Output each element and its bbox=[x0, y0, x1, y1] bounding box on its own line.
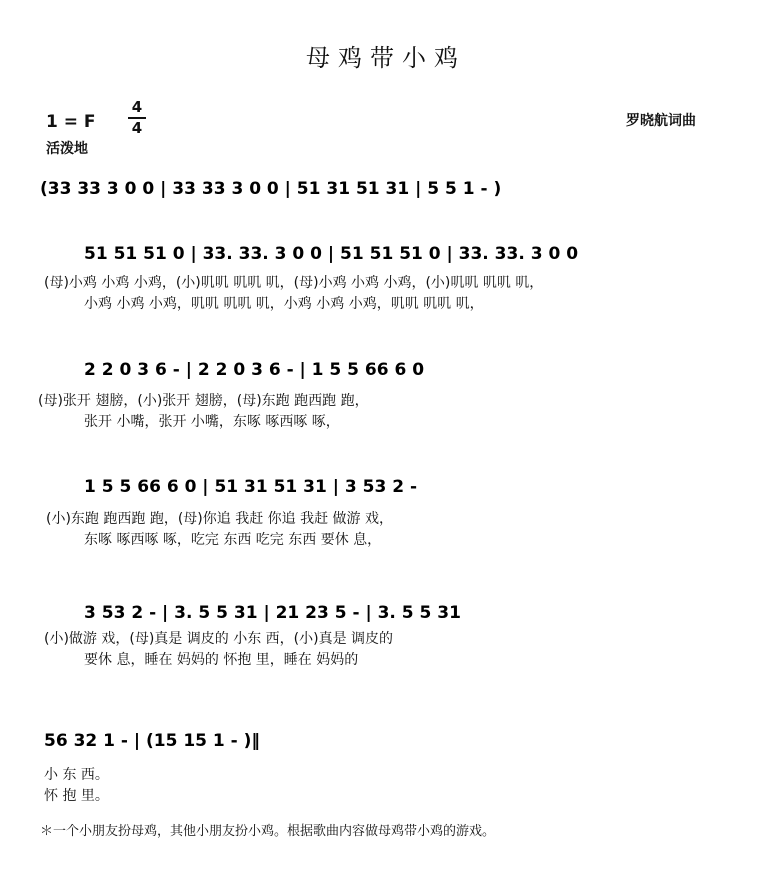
score-system-2 bbox=[0, 237, 772, 271]
lyrics-verse1-line6: 小 东 西。 bbox=[44, 767, 109, 783]
notation-text-6: 56 32 1 - | (15 15 1 - )‖ bbox=[44, 731, 260, 751]
composer-credit: 罗晓航词曲 bbox=[626, 113, 696, 129]
lyrics-verse2-line3: 张开 小嘴，张开 小嘴，东啄 啄西啄 啄， bbox=[84, 414, 340, 430]
lyrics-verse2-line4: 东啄 啄西啄 啄，吃完 东西 吃完 东西 要休 息， bbox=[84, 532, 382, 548]
notation-text-5: 3 53 2 - | 3. 5 5 31 | 21 23 5 - | 3. 5 5 31 bbox=[84, 603, 461, 623]
lyrics-verse1-line5: (小)做游 戏，(母)真是 调皮的 小东 西，(小)真是 调皮的 bbox=[44, 631, 394, 647]
notation-staff-3 bbox=[0, 353, 772, 393]
lyrics-verse2-line6: 怀 抱 里。 bbox=[44, 788, 109, 804]
notation-staff-4 bbox=[0, 470, 772, 510]
time-signature-top: 4 bbox=[131, 98, 143, 116]
key-signature: 1 = F bbox=[46, 112, 96, 132]
notation-staff-1 bbox=[0, 172, 772, 212]
lyrics-verse1-line4: (小)东跑 跑西跑 跑，(母)你追 我赶 你追 我赶 做游 戏， bbox=[46, 511, 393, 527]
score-system-1 bbox=[0, 172, 772, 206]
tempo-marking: 活泼地 bbox=[46, 141, 88, 157]
notation-staff-2 bbox=[0, 237, 772, 277]
notation-staff-6 bbox=[0, 724, 772, 764]
lyrics-verse1-line3: (母)张开 翅膀，(小)张开 翅膀，(母)东跑 跑西跑 跑， bbox=[38, 393, 369, 409]
score-system-3 bbox=[0, 353, 772, 387]
lyrics-verse1-line2: (母)小鸡 小鸡 小鸡，(小)叽叽 叽叽 叽，(母)小鸡 小鸡 小鸡，(小)叽叽 叽叽 叽， bbox=[44, 275, 544, 291]
time-signature-bottom: 4 bbox=[131, 119, 143, 137]
notation-text-4: 1 5 5 66 6 0 | 51 31 51 31 | 3 53 2 - bbox=[84, 477, 417, 497]
notation-text-3: 2 2 0 3 6 - | 2 2 0 3 6 - | 1 5 5 66 6 0 bbox=[84, 360, 425, 380]
lyrics-verse2-line5: 要休 息，睡在 妈妈的 怀抱 里，睡在 妈妈的 bbox=[84, 652, 359, 668]
time-signature bbox=[128, 99, 146, 137]
song-title: 母鸡带小鸡 bbox=[306, 44, 466, 72]
notation-text-2: 51 51 51 0 | 33. 33. 3 0 0 | 51 51 51 0 | 33. 33. 3 0 0 bbox=[84, 244, 579, 264]
score-system-6 bbox=[0, 724, 772, 758]
score-system-5 bbox=[0, 596, 772, 630]
footnote: ＊一个小朋友扮母鸡，其他小朋友扮小鸡。根据歌曲内容做母鸡带小鸡的游戏。 bbox=[40, 824, 496, 839]
lyrics-verse2-line2: 小鸡 小鸡 小鸡，叽叽 叽叽 叽，小鸡 小鸡 小鸡，叽叽 叽叽 叽， bbox=[84, 296, 484, 312]
notation-text-1: (33 33 3 0 0 | 33 33 3 0 0 | 51 31 51 31 | 5 5 1 - ) bbox=[40, 179, 502, 199]
score-system-4 bbox=[0, 470, 772, 504]
